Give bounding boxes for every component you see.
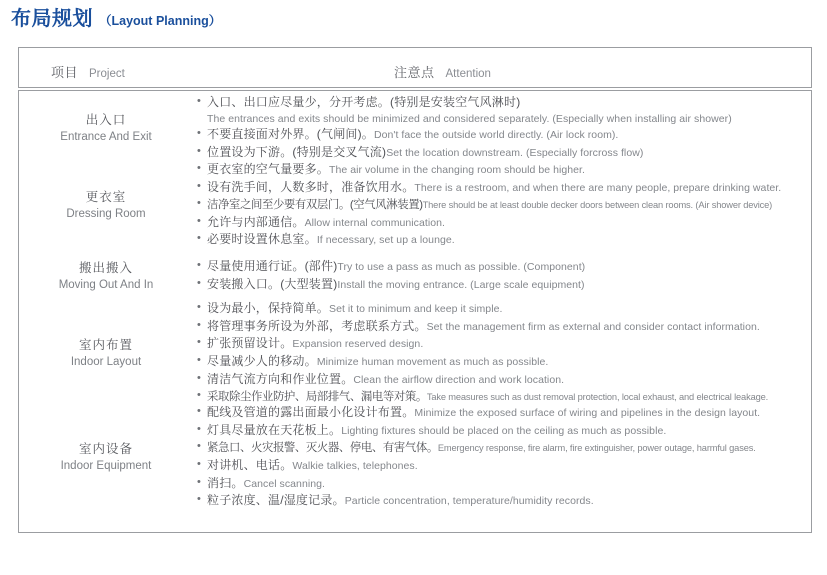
bullet-text-en: Particle concentration, temperature/humidity records. [344,495,594,508]
bullet-text-en: Set the location downstream. (Especially forcross flow) [386,147,644,160]
bullet-text-cn: 灯具尽量放在天花板上。 [207,422,342,437]
bullet-item [197,335,811,353]
bullet-item [197,457,811,475]
bullet-text-en: Cancel scanning. [243,477,325,490]
row-label [19,260,197,293]
row-label-en: Moving Out And In [58,278,154,291]
table-row [19,249,811,303]
column-header-project-en: Project [89,68,125,80]
bullet-item [197,161,811,179]
bullet-text-cn: 位置设为下游。(特别是交叉气流) [207,145,387,160]
row-content [197,258,811,293]
column-header-attention [394,62,491,81]
row-content [197,161,811,249]
bullet-text-cn: 对讲机、电话。 [207,458,293,472]
row-label [19,112,197,145]
table-body-box [18,90,812,533]
bullet-text-cn: 粒子浓度、温/湿度记录。 [207,493,345,508]
bullet-text-en: Minimize the exposed surface of wiring and pipelines in the design layout. [414,407,761,420]
bullet-text-en: Allow internal communication. [304,216,445,229]
bullet-text-cn: 允许与内部通信。 [207,214,305,229]
bullet-text-en: There is a restroom, and when there are many people, prepare drinking water. [414,181,782,194]
column-header-attention-cn: 注意点 [394,65,435,80]
bullet-item [197,231,811,249]
bullet-text-en: The air volume in the changing room should be higher. [329,164,585,177]
bullet-text-en: Install the moving entrance. (Large scale equipment) [337,279,585,291]
bullet-text-cn: 设为最小，保持简单。 [207,301,330,316]
page-title-en: （Layout Planning） [99,14,222,28]
row-label [19,337,197,370]
row-label [19,441,197,474]
bullet-text-cn: 消扫。 [207,475,244,490]
table-row [19,303,811,403]
bullet-item [197,492,811,510]
bullet-text-en: Don't face the outside world directly. (Air lock room). [374,129,619,142]
bullet-text-en: Minimize human movement as much as possible. [316,356,549,368]
table-row [19,403,811,511]
column-header-attention-en: Attention [445,68,491,80]
row-label-en: Dressing Room [66,207,146,220]
row-content [197,94,811,161]
bullet-text-cn: 入口、出口应尽量少，分开考虑。(特别是安装空气风淋时) [207,95,521,110]
bullet-item [197,126,811,144]
table-header-box [18,47,812,88]
bullet-text-cn: 尽量使用通行证。(部件) [207,259,338,274]
bullet-text-cn: 紧急口、火灾报警、灭火器、停电、有害气体。 [207,442,438,455]
bullet-item [197,94,811,111]
bullet-item [197,475,811,493]
bullet-text-en: Set it to minimum and keep it simple. [329,303,503,316]
bullet-text-en: Walkie talkies, telephones. [292,460,418,472]
bullet-item [197,439,811,457]
bullet-text-en: The entrances and exits should be minimized and considered separately. (Especially when installing air shower) [207,112,732,125]
bullet-text-en: If necessary, set up a lounge. [316,234,455,247]
bullet-text-en: Take measures such as dust removal protection, local exhaust, and electrical leakage. [426,392,769,403]
row-label-en: Entrance And Exit [60,130,152,143]
bullet-text-cn: 洁净室之间至少要有双层门。(空气风淋装置) [207,199,423,212]
bullet-text-cn: 尽量减少人的移动。 [207,354,317,368]
bullet-item [197,371,811,389]
bullet-text-en: Set the management firm as external and consider contact information. [426,320,760,333]
bullet-text-cn: 清洁气流方向和作业位置。 [207,371,354,386]
bullet-text-en: Expansion reserved design. [292,338,424,351]
bullet-text-cn: 更衣室的空气量要多。 [207,162,330,177]
bullet-item [197,196,811,214]
bullet-item [197,214,811,232]
table-row [19,95,811,161]
bullet-text-cn: 将管理事务所设为外部，考虑联系方式。 [207,318,427,333]
row-label-cn: 室内设备 [78,441,133,456]
row-content [197,300,811,406]
bullet-text-cn: 采取除尘作业防护、局部排气、漏电等对策。 [207,391,427,404]
column-header-project [51,62,125,81]
bullet-item [197,300,811,318]
bullet-item [197,422,811,440]
bullet-text-en: Lighting fixtures should be placed on the ceiling as much as possible. [341,424,667,437]
row-label-cn: 搬出搬入 [78,260,133,275]
row-content [197,404,811,510]
row-label-cn: 出入口 [85,112,127,127]
bullet-item [197,258,811,276]
bullet-text-cn: 安装搬入口。(大型装置) [207,277,338,291]
bullet-item [197,318,811,336]
bullet-item [197,404,811,422]
bullet-item [197,276,811,294]
bullet-text-en: There should be at least double decker doors between clean rooms. (Air shower device) [422,200,773,211]
row-label-cn: 室内布置 [78,337,133,352]
row-label-en: Indoor Equipment [60,459,152,472]
bullet-item-translation [197,111,811,127]
bullet-text-cn: 配线及管道的露出面最小化设计布置。 [207,405,415,420]
table-row [19,161,811,249]
row-label [19,189,197,222]
bullet-text-en: Clean the airflow direction and work location. [353,373,565,386]
bullet-text-cn: 扩张预留设计。 [207,336,293,351]
bullet-text-cn: 设有洗手间，人数多时，准备饮用水。 [207,179,415,194]
row-label-cn: 更衣室 [85,189,127,204]
bullet-item [197,353,811,371]
bullet-text-cn: 必要时设置休息室。 [207,232,317,247]
bullet-item [197,144,811,162]
bullet-text-cn: 不要直接面对外界。(气闸间)。 [207,127,374,142]
bullet-text-en: Try to use a pass as much as possible. (Component) [337,261,586,274]
row-label-en: Indoor Layout [70,355,142,368]
bullet-item [197,179,811,197]
page-title-cn: 布局规划 [11,8,93,30]
column-header-project-cn: 项目 [51,65,79,80]
page-title [11,8,221,32]
bullet-text-en: Emergency response, fire alarm, fire extinguisher, power outage, harmful gases. [437,443,756,454]
